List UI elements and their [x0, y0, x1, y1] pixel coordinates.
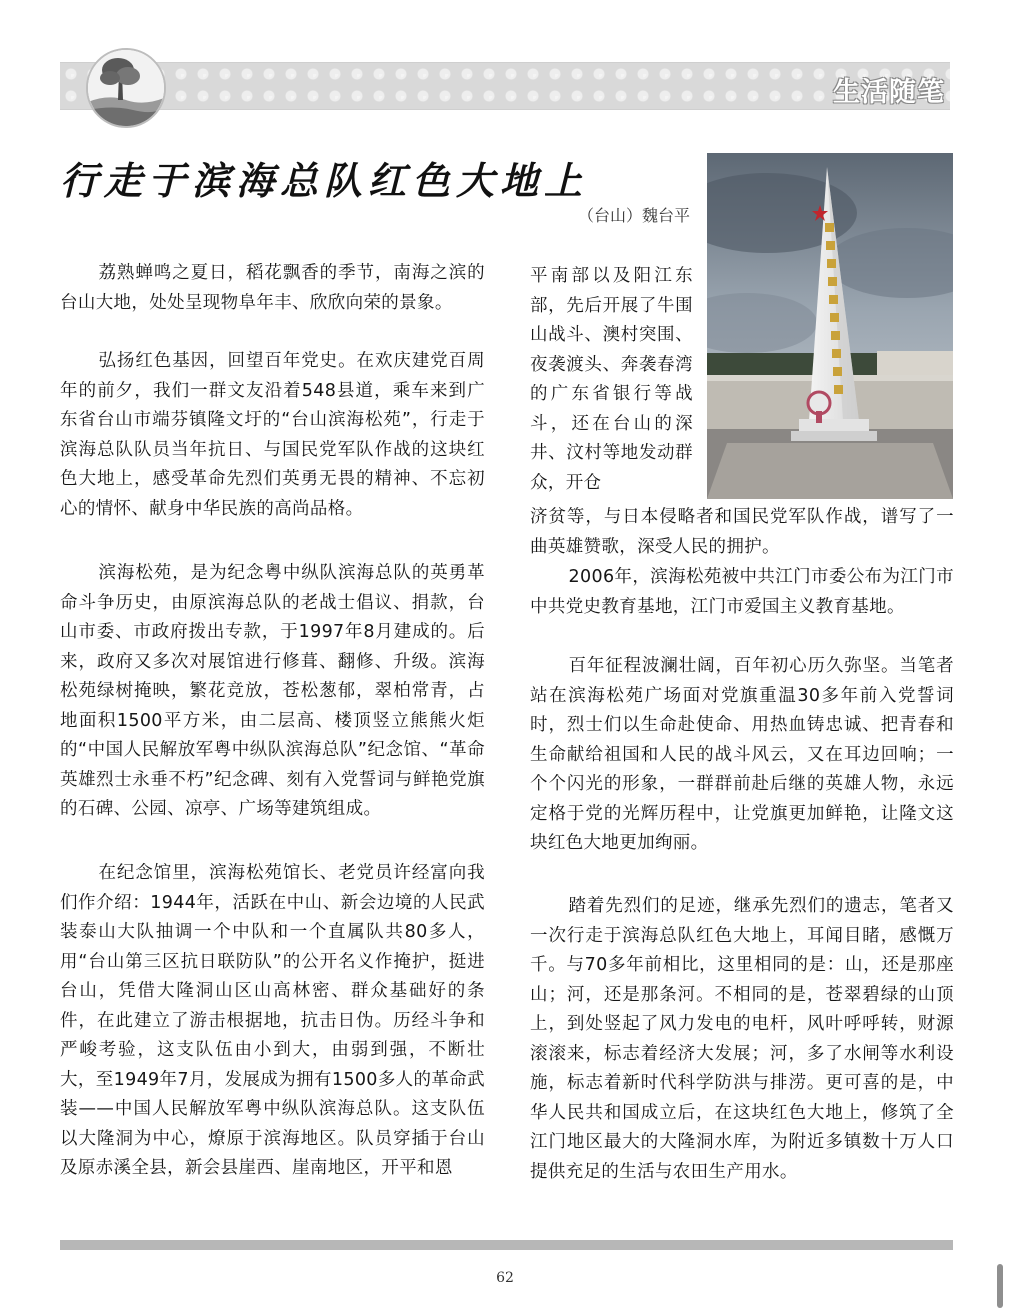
paragraph: 2006年，滨海松苑被中共江门市委公布为江门市中共党史教育基地，江门市爱国主义教育基地。 [530, 567, 954, 617]
section-label: 生活随笔 [833, 77, 945, 108]
page-number: 62 [496, 1270, 514, 1286]
paragraph-continuation: 平南部以及阳江东部，先后开展了牛围山战斗、澳村突围、夜袭渡头、奔袭春湾的广东省银行等战斗，还在台山的深井、汶村等地发动群众，开仓 [530, 266, 693, 493]
monument-photo [707, 153, 953, 499]
paragraph: 滨海松苑，是为纪念粤中纵队滨海总队的英勇革命斗争历史，由原滨海总队的老战士倡议、捐款，台山市委、市政府拨出专款，于1997年8月建成的。后来，政府又多次对展馆进行修葺、翻修、升级。滨海松苑绿树掩映，繁花竞放，苍松葱郁，翠柏常青，占地面积1500平方米，由二层高、楼顶竖立熊熊火炬的“中国人民解放军粤中纵队滨海总队”纪念馆、“革命英雄烈士永垂不朽”纪念碑、刻有入党誓词与鲜艳党旗的石碑、公园、凉亭、广场等建筑组成。 [60, 563, 485, 819]
paragraph: 弘扬红色基因，回望百年党史。在欢庆建党百周年的前夕，我们一群文友沿着548县道，乘车来到广东省台山市端芬镇隆文圩的“台山滨海松苑”，行走于滨海总队队员当年抗日、与国民党军队作战的这块红色大地上，感受革命先烈们英勇无畏的精神、不忘初心的情怀、献身中华民族的高尚品格。 [60, 351, 485, 519]
header-emblem-image [86, 48, 166, 128]
paragraph: 在纪念馆里，滨海松苑馆长、老党员许经富向我们作介绍：1944年，活跃在中山、新会边境的人民武装泰山大队抽调一个中队和一个直属队共80多人，用“台山第三区抗日联防队”的公开名义作掩护，挺进台山，凭借大隆洞山区山高林密、群众基础好的条件，在此建立了游击根据地，抗击日伪。历经斗争和严峻考验，这支队伍由小到大，由弱到强，不断壮大，至1949年7月，发展成为拥有1500多人的革命武装——中国人民解放军粤中纵队滨海总队。这支队伍以大隆洞为中心，燎原于滨海地区。队员穿插于台山及原赤溪全县，新会县崖西、崖南地区，开平和恩 [60, 863, 485, 1178]
paragraph: 踏着先烈们的足迹，继承先烈们的遗志，笔者又一次行走于滨海总队红色大地上，耳闻目睹，感慨万千。与70多年前相比，这里相同的是：山，还是那座山；河，还是那条河。不相同的是，苍翠碧绿的山顶上，到处竖起了风力发电的电杆，风叶呼呼转，财源滚滚来，标志着经济大发展；河，多了水闸等水利设施，标志着新时代科学防洪与排涝。更可喜的是，中华人民共和国成立后，在这块红色大地上，修筑了全江门地区最大的大隆洞水库，为附近多镇数十万人口提供充足的生活与农田生产用水。 [530, 896, 954, 1182]
paragraph: 百年征程波澜壮阔，百年初心历久弥坚。当笔者站在滨海松苑广场面对党旗重温30多年前入党誓词时，烈士们以生命赴使命、用热血铸忠诚、把青春和生命献给祖国和人民的战斗风云，又在耳边回响；一个个闪光的形象，一群群前赴后继的英雄人物，永远定格于党的光辉历程中，让党旗更加鲜艳，让隆文这块红色大地更加绚丽。 [530, 656, 954, 853]
paragraph: 荔熟蝉鸣之夏日，稻花飘香的季节，南海之滨的台山大地，处处呈现物阜年丰、欣欣向荣的景象。 [60, 263, 485, 313]
scrollbar[interactable] [997, 1264, 1003, 1308]
paragraph-continuation-tail: 济贫等，与日本侵略者和国民党军队作战，谱写了一曲英雄赞歌，深受人民的拥护。 [530, 507, 954, 557]
article-title: 行走于滨海总队红色大地上 [60, 158, 589, 203]
footer-bar [60, 1240, 953, 1250]
header-band [60, 62, 950, 110]
article-author: （台山）魏台平 [577, 206, 690, 225]
